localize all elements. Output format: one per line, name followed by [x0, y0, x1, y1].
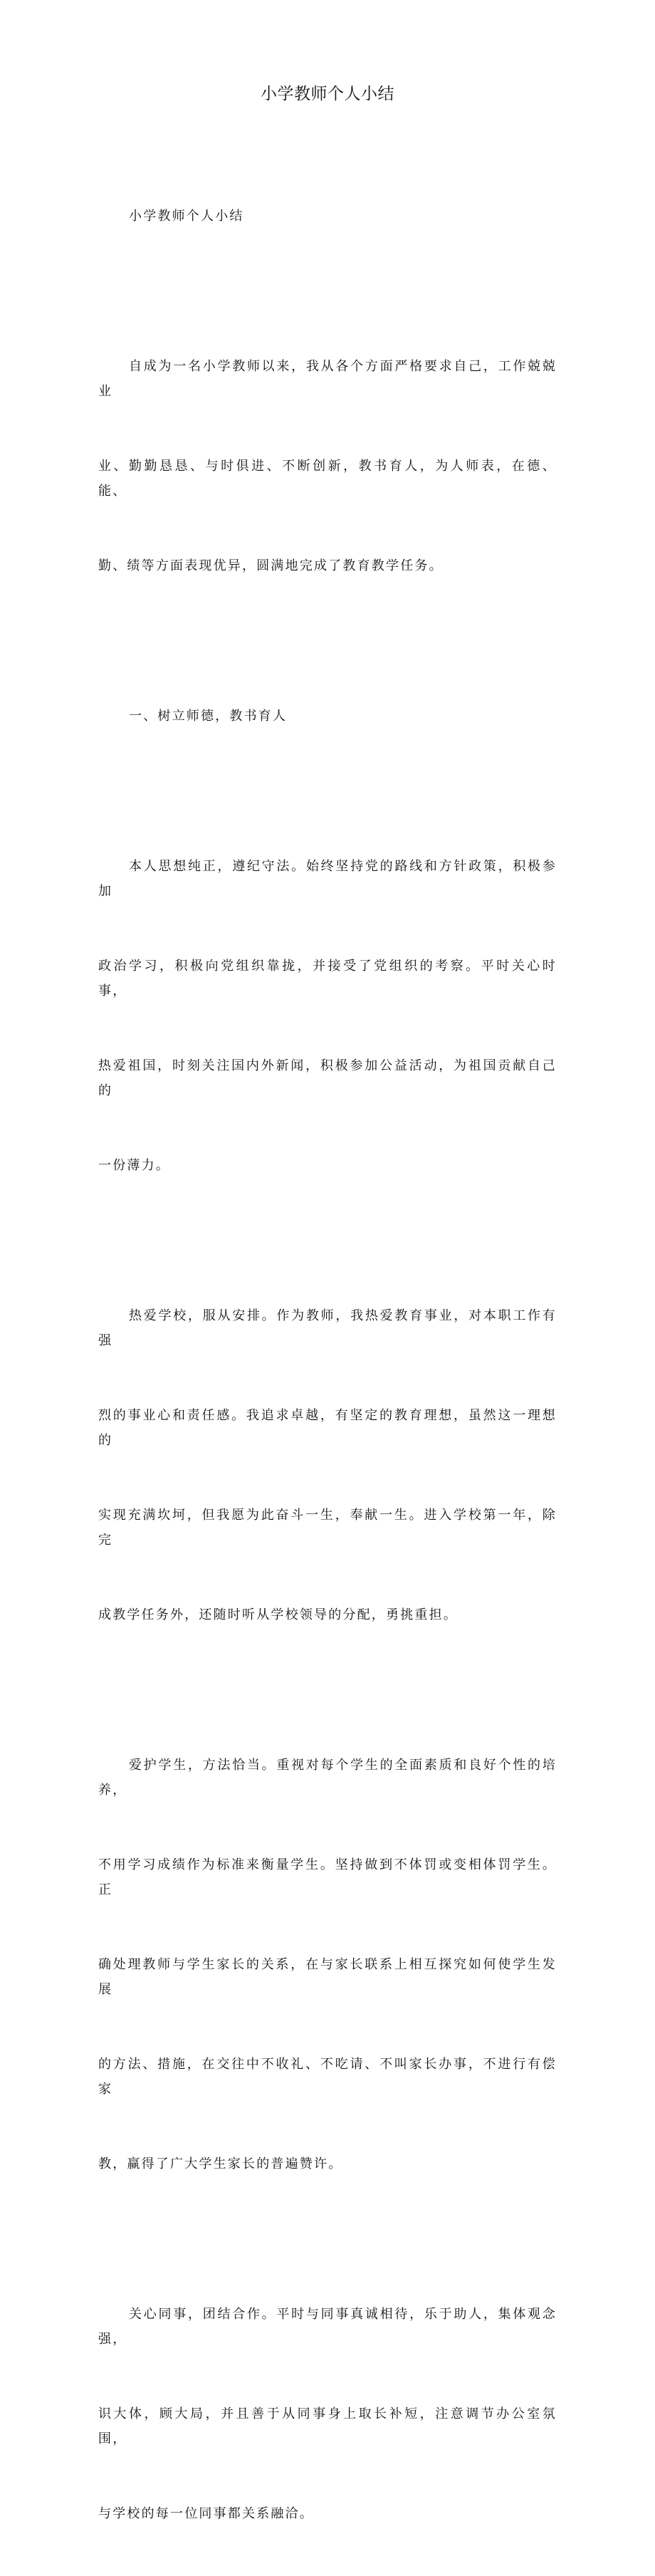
paragraph-line: 关心同事，团结合作。平时与同事真诚相待，乐于助人，集体观念强， [98, 2307, 557, 2347]
paragraph-line: 政治学习，积极向党组织靠拢，并接受了党组织的考察。平时关心时事， [98, 959, 557, 998]
paragraph-gap [98, 1228, 557, 1253]
paragraph-line: 成教学任务外，还随时听从学校领导的分配，勇挑重担。 [98, 1607, 458, 1622]
paragraph-intro [98, 304, 557, 628]
paragraph-line: 实现充满坎坷，但我愿为此奋斗一生，奉献一生。进入学校第一年，除完 [98, 1508, 557, 1548]
paragraph-students [98, 1703, 557, 2226]
paragraph-line: 爱护学生，方法恰当。重视对每个学生的全面素质和良好个性的培养， [98, 1758, 557, 1798]
paragraph-line: 热爱学校，服从安排。作为教师，我热爱教育事业，对本职工作有强 [98, 1308, 557, 1348]
paragraph-school [98, 1253, 557, 1677]
paragraph-gap [98, 2226, 557, 2252]
document-body [98, 154, 557, 2576]
paragraph-gap [98, 1677, 557, 1703]
paragraph-colleagues [98, 2252, 557, 2576]
document-title: 小学教师个人小结 [261, 85, 394, 103]
paragraph-line: 小学教师个人小结 [129, 209, 244, 224]
paragraph-line: 烈的事业心和责任感。我追求卓越，有坚定的教育理想，虽然这一理想的 [98, 1408, 557, 1448]
paragraph-line: 确处理教师与学生家长的关系，在与家长联系上相互探究如何使学生发展 [98, 1957, 557, 1997]
paragraph-line: 勤、绩等方面表现优异，圆满地完成了教育教学任务。 [98, 558, 444, 573]
paragraph-line: 自成为一名小学教师以来，我从各个方面严格要求自己，工作兢兢业 [98, 359, 557, 399]
paragraph-line: 业、勤勤恳恳、与时俱进、不断创新，教书育人，为人师表，在德、能、 [98, 459, 557, 499]
paragraph-gap [98, 278, 557, 304]
paragraph-line: 不用学习成绩作为标准来衡量学生。坚持做到不体罚或变相体罚学生。正 [98, 1857, 557, 1897]
paragraph-gap [98, 628, 557, 654]
paragraph-line: 识大体，顾大局，并且善于从同事身上取长补短，注意调节办公室氛围， [98, 2406, 557, 2446]
paragraph-line: 与学校的每一位同事都关系融洽。 [98, 2506, 314, 2521]
paragraph-line: 一、树立师德，教书育人 [129, 709, 288, 724]
paragraph-subtitle [98, 154, 557, 278]
paragraph-gap [98, 778, 557, 804]
paragraph-line: 教，赢得了广大学生家长的普遍赞许。 [98, 2157, 343, 2171]
paragraph-line: 热爱祖国，时刻关注国内外新闻，积极参加公益活动，为祖国贡献自己的 [98, 1058, 557, 1098]
paragraph-line: 的方法、措施，在交往中不收礼、不吃请、不叫家长办事，不进行有偿家 [98, 2057, 557, 2097]
paragraph-line: 本人思想纯正，遵纪守法。始终坚持党的路线和方针政策，积极参加 [98, 859, 557, 899]
paragraph-ethics [98, 804, 557, 1228]
section-heading [98, 654, 557, 778]
paragraph-line: 一份薄力。 [98, 1158, 170, 1173]
